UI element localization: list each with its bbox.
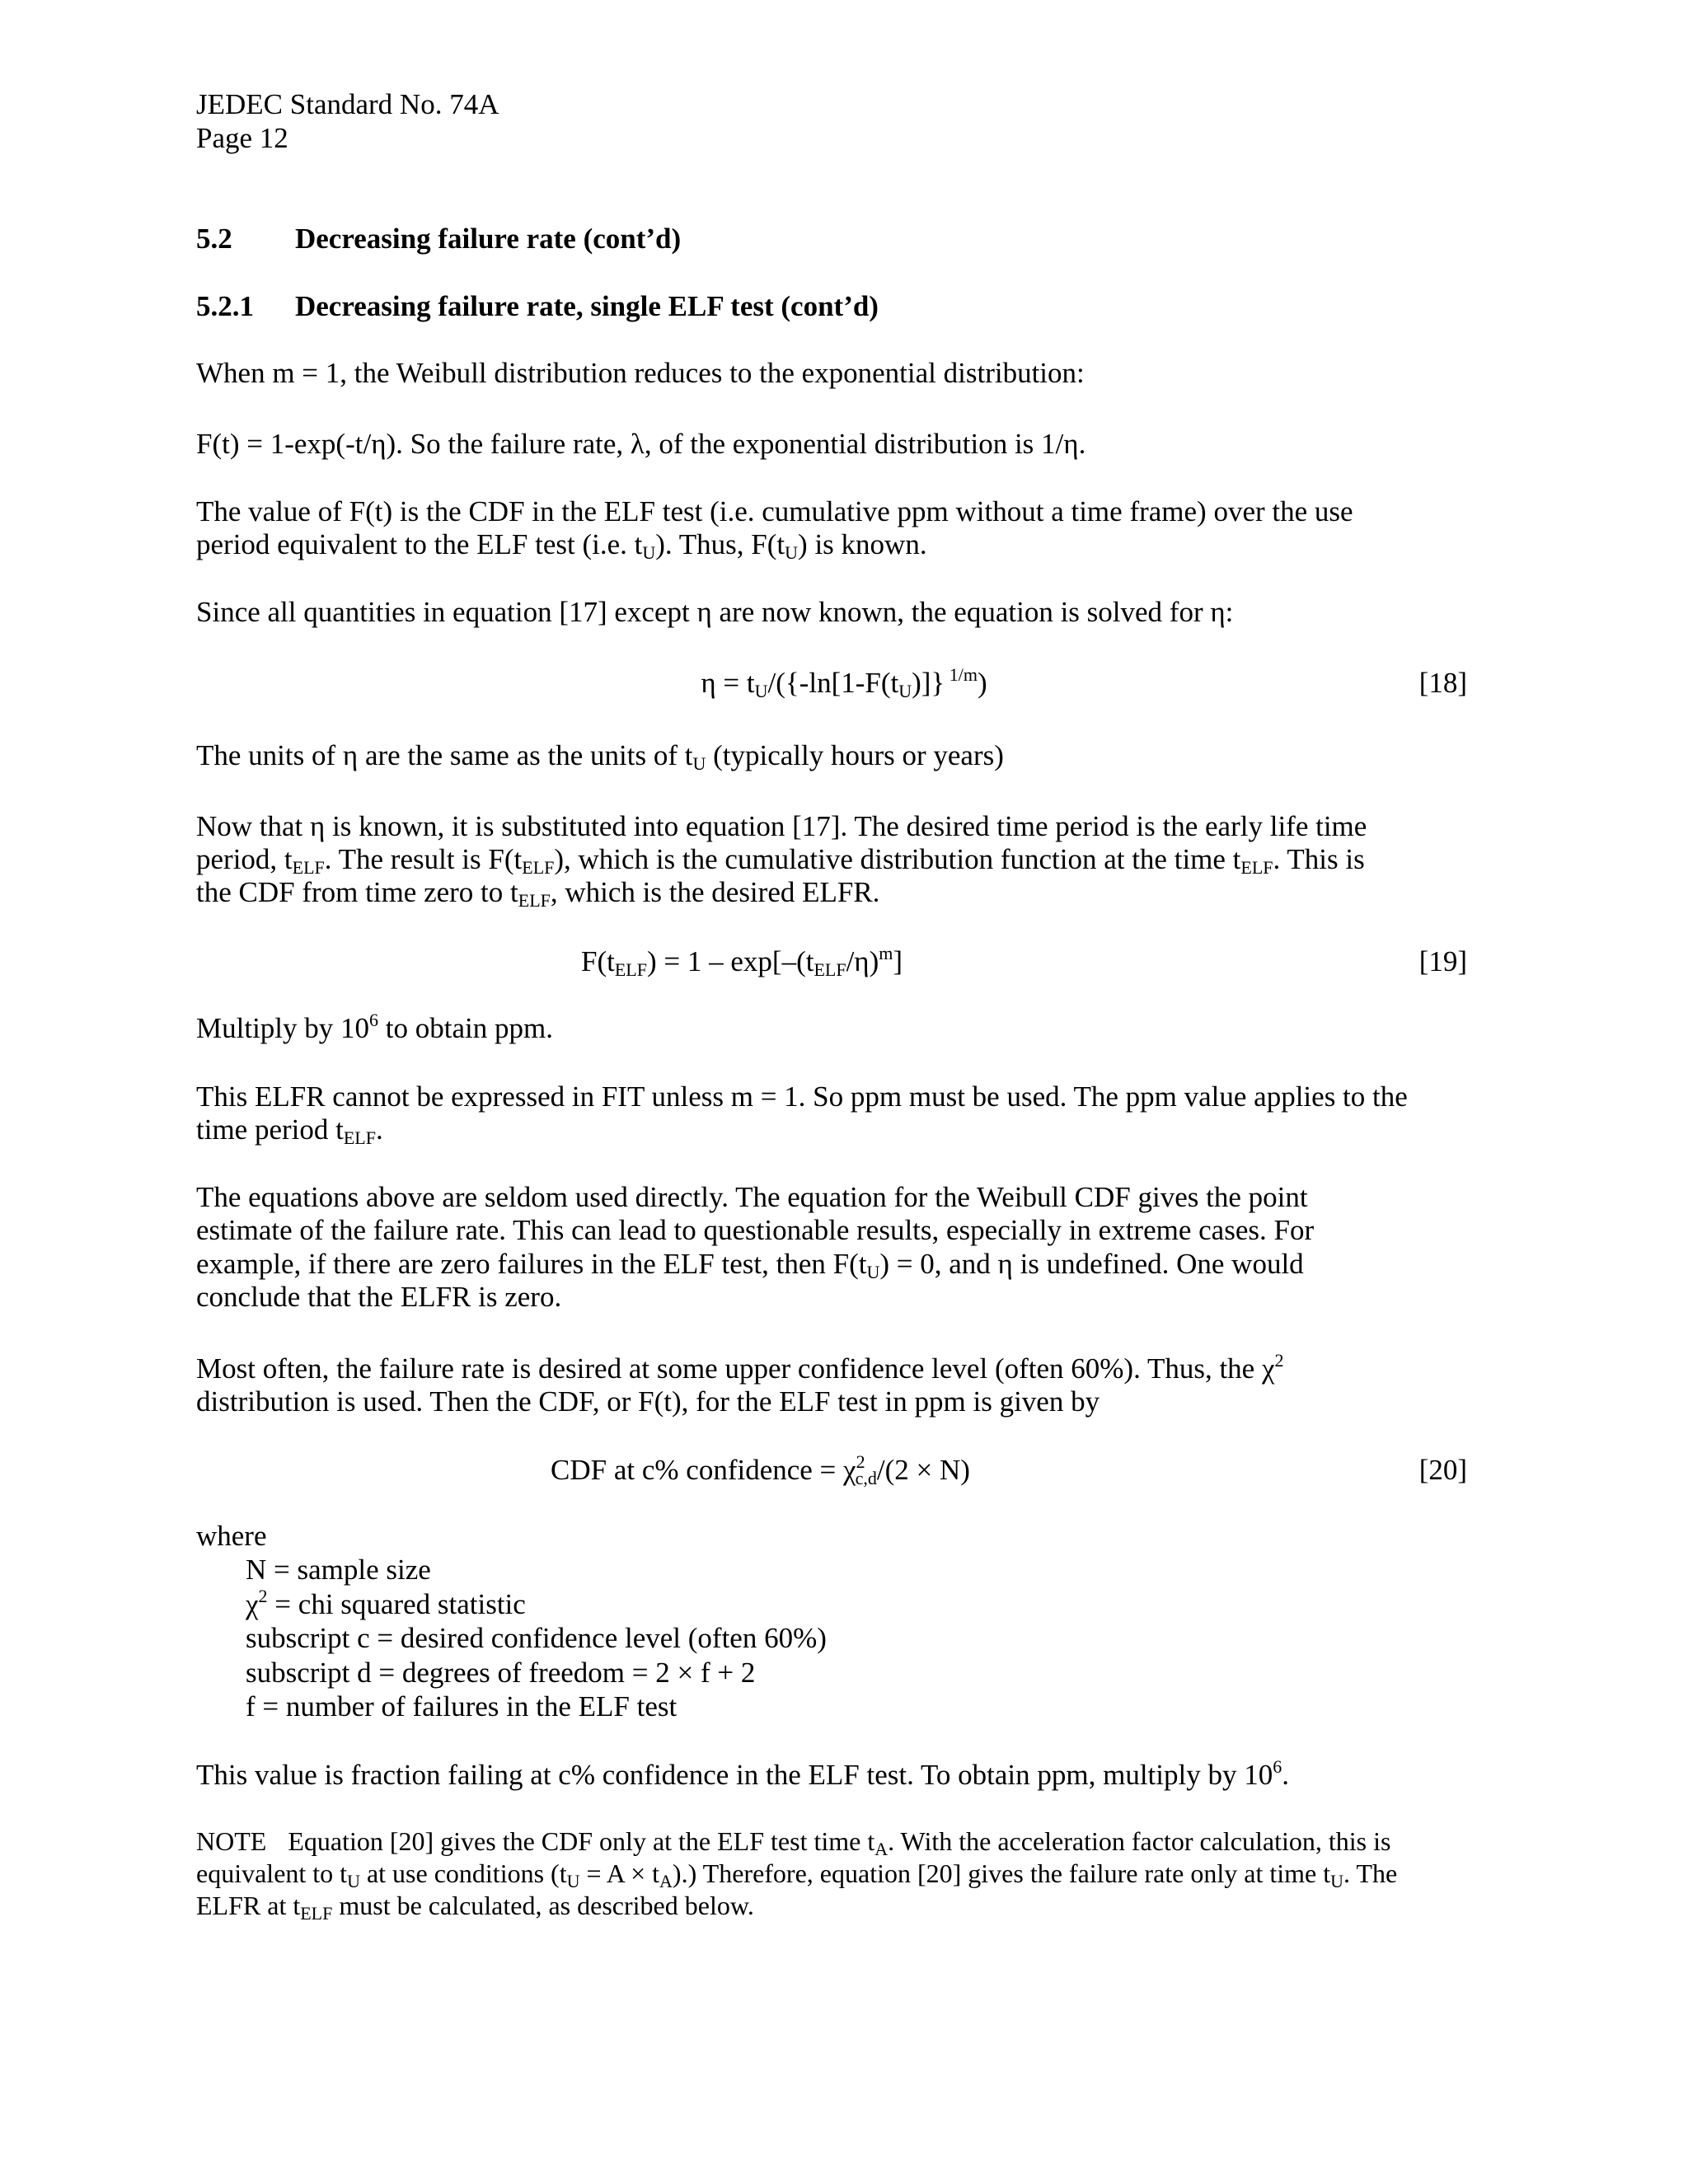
paragraph-line: Most often, the failure rate is desired at some upper confidence level (often 60%). Thus, the $\chi^2$ (196, 1350, 1284, 1385)
section-number: 5.2 (196, 223, 232, 255)
header-standard: JEDEC Standard No. 74A (196, 88, 499, 120)
subsection-title: Decreasing failure rate, single ELF test (cont’d) (295, 290, 879, 322)
paragraph-line: Now that η is known, it is substituted into equation [17]. The desired time period is the early life time (196, 810, 1367, 842)
equation-number: [19] (1418, 945, 1467, 977)
paragraph-line: time period $t_{ELF}$. (196, 1113, 383, 1148)
paragraph-line: period, $t_{ELF}$. The result is $F(t_{ELF})$, which is the cumulative distribution function at the time $t_{ELF}$. This is (196, 843, 1365, 878)
definition-item: subscript d = degrees of freedom = 2 × f + 2 (246, 1657, 756, 1689)
definition-item: N = sample size (246, 1554, 431, 1586)
header-page: Page 12 (196, 122, 288, 154)
definition-item: $\chi^2$ = chi squared statistic (246, 1586, 526, 1620)
paragraph: This value is fraction failing at c% confidence in the ELF test. To obtain ppm, multiply by $10^6$. (196, 1756, 1289, 1791)
paragraph-line: The value of F(t) is the CDF in the ELF test (i.e. cumulative ppm without a time frame) over the use (196, 495, 1353, 527)
paragraph: When m = 1, the Weibull distribution reduces to the exponential distribution: (196, 357, 1085, 389)
paragraph-line: The equations above are seldom used directly. The equation for the Weibull CDF gives the point (196, 1181, 1308, 1213)
paragraph-line: the CDF from time zero to $t_{ELF}$, which is the desired ELFR. (196, 876, 880, 911)
paragraph-line: example, if there are zero failures in the ELF test, then $F(t_U) = 0$, and η is undefined. One would (196, 1248, 1304, 1282)
paragraph: Multiply by $10^6$ to obtain ppm. (196, 1010, 553, 1044)
note-line: equivalent to $t_U$ at use conditions $(t_U = A \times t_A)$.) Therefore, equation [20] gives the failure rate only at time $t_U$. The (196, 1858, 1398, 1891)
where-label: where (196, 1520, 267, 1552)
equation-20: CDF at c% confidence = $\chi^2_{c,d}/(2 \times N)$ (551, 1451, 970, 1488)
paragraph-line: This ELFR cannot be expressed in FIT unless m = 1. So ppm must be used. The ppm value applies to the (196, 1080, 1408, 1113)
note-line: ELFR at $t_{ELF}$ must be calculated, as described below. (196, 1891, 754, 1924)
note-label: NOTE (196, 1826, 267, 1856)
equation-19: $F(t_{ELF}) = 1 - \exp[-(t_{ELF}/\eta)^m]$ (581, 943, 903, 980)
paragraph-line: estimate of the failure rate. This can lead to questionable results, especially in extreme cases. For (196, 1214, 1315, 1246)
definition-item: f = number of failures in the ELF test (246, 1690, 678, 1722)
paragraph-line: conclude that the ELFR is zero. (196, 1281, 562, 1313)
paragraph: The units of η are the same as the units of $t_U$ (typically hours or years) (196, 739, 1004, 774)
subsection-number: 5.2.1 (196, 290, 254, 322)
subsection-heading (196, 289, 879, 324)
paragraph-line: distribution is used. Then the CDF, or F(t), for the ELF test in ppm is given by (196, 1385, 1100, 1418)
paragraph: F(t) = 1-exp(-t/η). So the failure rate, λ, of the exponential distribution is 1/η. (196, 428, 1086, 460)
definition-item: subscript c = desired confidence level (often 60%) (246, 1622, 827, 1654)
paragraph-line: period equivalent to the ELF test (i.e. $t_U$). Thus, $F(t_U)$ is known. (196, 528, 927, 563)
paragraph: Since all quantities in equation [17] except η are now known, the equation is solved for η: (196, 596, 1234, 628)
equation-number: [20] (1418, 1454, 1467, 1486)
equation-18: $\eta = t_U/(\{-\ln[1-F(t_U)]\}$ $^{1/m}$) (701, 664, 987, 701)
note-line: NOTE Equation [20] gives the CDF only at the ELF test time $t_A$. With the acceleration factor calculation, this is (196, 1826, 1391, 1859)
section-heading (196, 222, 681, 256)
equation-number: [18] (1418, 667, 1467, 699)
section-title: Decreasing failure rate (cont’d) (295, 223, 682, 255)
